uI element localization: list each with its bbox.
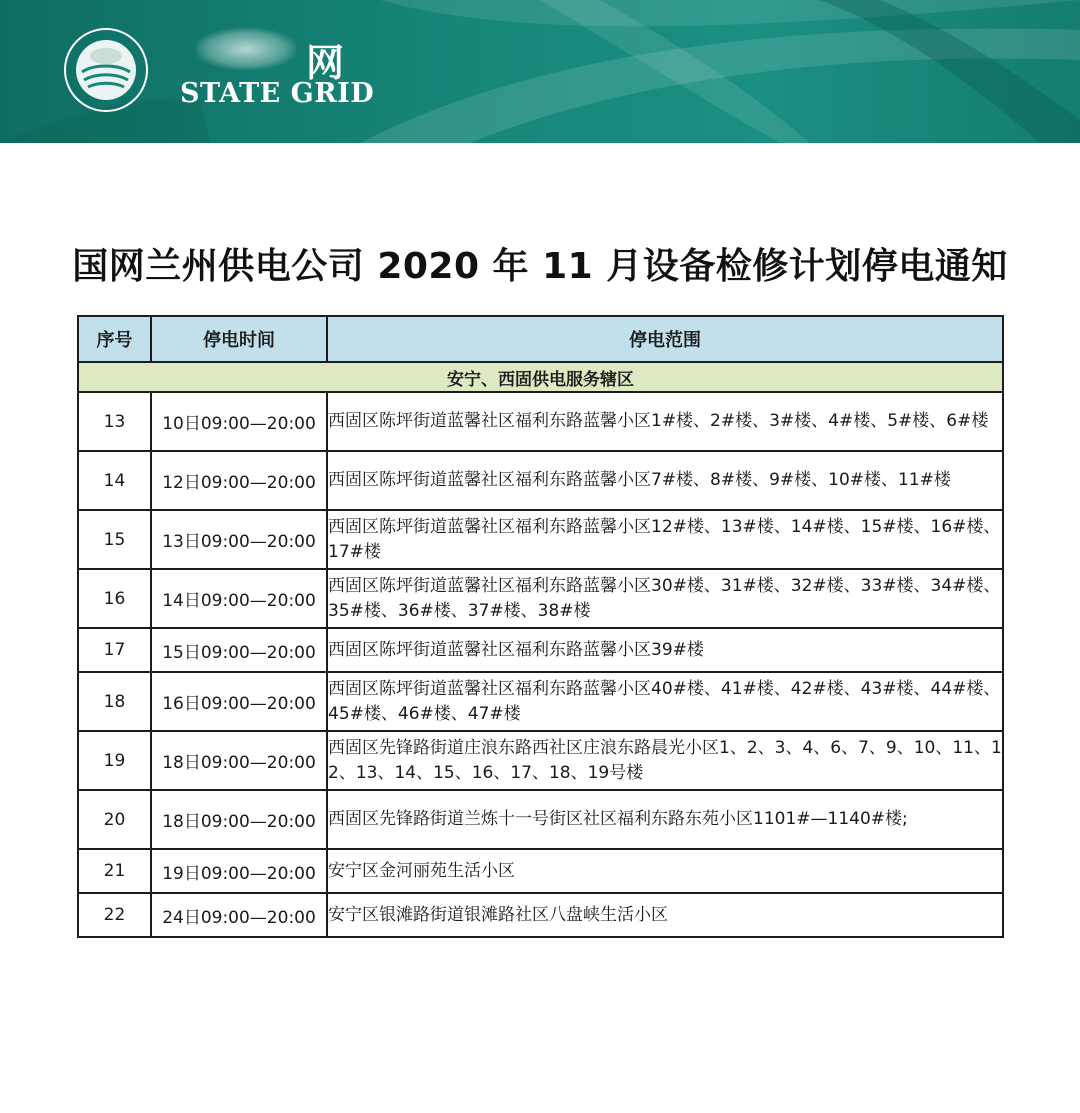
table-row [78,628,1003,672]
row-time: 19日09:00—20:00 [151,849,327,893]
row-number: 17 [78,628,151,672]
row-time: 24日09:00—20:00 [151,893,327,937]
row-time: 12日09:00—20:00 [151,451,327,510]
row-number: 21 [78,849,151,893]
table-row [78,392,1003,451]
brand-name-english: STATE GRID [180,78,375,109]
row-number: 19 [78,731,151,790]
row-area: 西固区陈坪街道蓝馨社区福利东路蓝馨小区39#楼 [327,628,1003,672]
row-area: 西固区陈坪街道蓝馨社区福利东路蓝馨小区30#楼、31#楼、32#楼、33#楼、34#楼、35#楼、36#楼、37#楼、38#楼 [327,569,1003,628]
header-serial-number: 序号 [78,316,151,362]
table-row [78,510,1003,569]
row-area: 西固区陈坪街道蓝馨社区福利东路蓝馨小区40#楼、41#楼、42#楼、43#楼、44#楼、45#楼、46#楼、47#楼 [327,672,1003,731]
row-area: 西固区陈坪街道蓝馨社区福利东路蓝馨小区1#楼、2#楼、3#楼、4#楼、5#楼、6#楼 [327,392,1003,451]
table-row [78,893,1003,937]
row-number: 13 [78,392,151,451]
row-time: 14日09:00—20:00 [151,569,327,628]
row-number: 18 [78,672,151,731]
banner-swoosh-graphic [0,0,1080,143]
table-row [78,731,1003,790]
row-time: 18日09:00—20:00 [151,731,327,790]
outage-schedule-table [77,315,1004,938]
header-outage-area: 停电范围 [327,316,1003,362]
row-area: 西固区先锋路街道庄浪东路西社区庄浪东路晨光小区1、2、3、4、6、7、9、10、11、12、13、14、15、16、17、18、19号楼 [327,731,1003,790]
header-banner [0,0,1080,143]
header-outage-time: 停电时间 [151,316,327,362]
row-number: 15 [78,510,151,569]
row-area: 西固区陈坪街道蓝馨社区福利东路蓝馨小区7#楼、8#楼、9#楼、10#楼、11#楼 [327,451,1003,510]
row-area: 西固区先锋路街道兰炼十一号街区社区福利东路东苑小区1101#—1140#楼; [327,790,1003,849]
section-title: 安宁、西固供电服务辖区 [78,362,1003,392]
row-time: 16日09:00—20:00 [151,672,327,731]
table-header-row [78,316,1003,362]
row-number: 14 [78,451,151,510]
row-number: 20 [78,790,151,849]
row-number: 22 [78,893,151,937]
section-row [78,362,1003,392]
state-grid-logo-icon [62,26,150,114]
row-area: 西固区陈坪街道蓝馨社区福利东路蓝馨小区12#楼、13#楼、14#楼、15#楼、16#楼、17#楼 [327,510,1003,569]
table-row [78,569,1003,628]
row-time: 10日09:00—20:00 [151,392,327,451]
row-area: 安宁区银滩路街道银滩路社区八盘峡生活小区 [327,893,1003,937]
row-time: 13日09:00—20:00 [151,510,327,569]
table-row [78,451,1003,510]
row-number: 16 [78,569,151,628]
row-time: 18日09:00—20:00 [151,790,327,849]
table-row [78,849,1003,893]
brand-name-chinese: 网 [306,41,347,85]
table-row [78,790,1003,849]
blurred-brand-area [196,28,296,70]
table-row [78,672,1003,731]
row-area: 安宁区金河丽苑生活小区 [327,849,1003,893]
page-title: 国网兰州供电公司 2020 年 11 月设备检修计划停电通知 [72,246,1008,287]
row-time: 15日09:00—20:00 [151,628,327,672]
